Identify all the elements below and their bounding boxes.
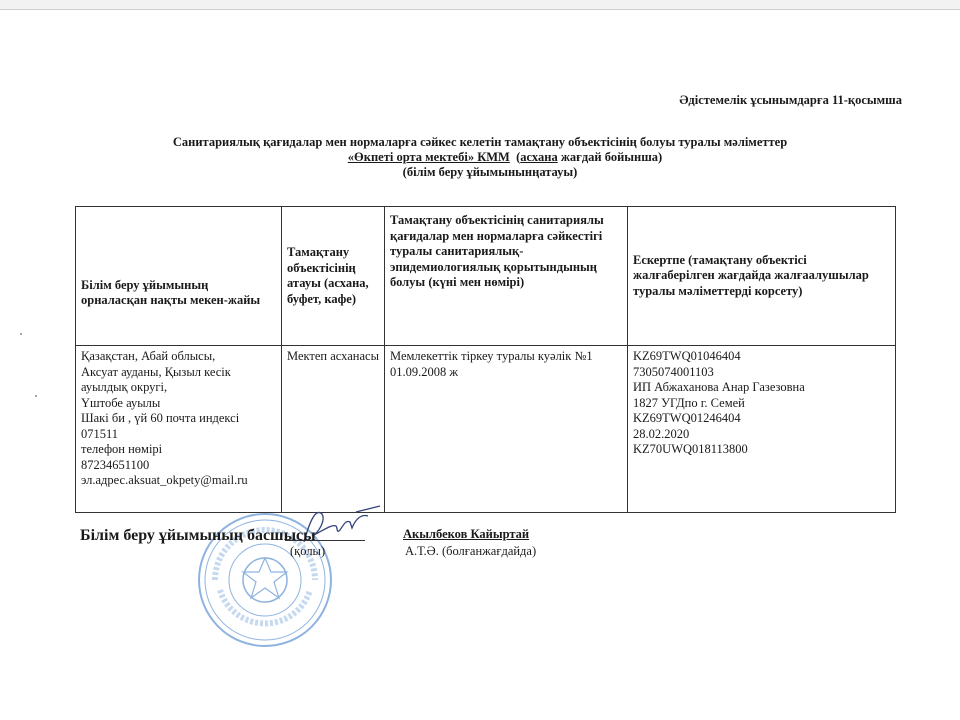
scan-speck [35, 395, 37, 397]
notes-line: ИП Абжаханова Анар Газезовна [633, 380, 805, 394]
signer-name: Акылбеков Кайыртай [403, 527, 530, 541]
address-line: Аксуат ауданы, Қызыл кесік ауылдық округі, [81, 364, 231, 394]
title-line-1: Санитариялық қағидалар мен нормаларға сәйкес келетін тамақтану объектісінің болуы туралы мәліметтер [172, 135, 788, 149]
notes-line: KZ69TWQ01246404 [633, 411, 741, 425]
table-header-row [76, 207, 896, 346]
facility-info-table [75, 206, 896, 513]
facility-type: асхана [520, 150, 558, 164]
address-line: телефон нөмірі [81, 442, 163, 456]
header-notes: Ескертпе (тамақтану объектісі жалғаберілген жағдайда жалғаалушылар туралы мәліметтерді корсету) [628, 207, 896, 346]
address-line: Үштобе ауылы [81, 395, 161, 410]
signature-caption: (қолы) [290, 544, 326, 558]
certificate-cell: Мемлекеттік тіркеу туралы куәлік №1 01.09.2008 ж [385, 346, 628, 513]
address-cell [76, 346, 282, 513]
notes-line: KZ69TWQ01046404 [633, 349, 741, 363]
table-row [76, 346, 896, 513]
address-line: Қазақстан, Абай облысы, [81, 349, 216, 363]
header-certificate: Тамақтану объектісінің санитариялы қағидалар мен нормаларға сәйкестігі туралы санитариялық-эпидемиологиялық қорытындының болуы (күні мен нөмірі) [385, 207, 628, 346]
title-suffix: жағдай бойынша [560, 150, 659, 164]
scan-speck [20, 333, 22, 335]
name-caption: А.Т.Ә. (болғанжағдайда) [405, 544, 537, 558]
object-name-cell: Мектеп асханасы [282, 346, 385, 513]
address-line: Шакі би , үй 60 почта индексі 071511 [81, 411, 240, 441]
signer-position-label: Білім беру ұйымының басшысы [80, 527, 316, 544]
header-object-name: Тамақтану объектісінің атауы (асхана, буфет, кафе) [282, 207, 385, 346]
notes-line: 7305074001103 [633, 364, 714, 379]
notes-line: 1827 УГДпо г. Семей [633, 395, 745, 410]
notes-line: KZ70UWQ018113800 [633, 442, 748, 456]
document-title [0, 135, 960, 180]
title-line-3: (білім беру ұйымынынңатауы) [402, 165, 578, 179]
address-line: эл.адрес.aksuat_okpety@mail.ru [81, 473, 248, 487]
address-line: 87234651100 [81, 457, 150, 472]
header-address: Білім беру ұйымының орналасқан нақты мекен-жайы [76, 207, 282, 346]
title-line-2: «Өкпеті орта мектебі» КММ (асхана жағдай бойынша) [347, 150, 663, 164]
notes-cell [628, 346, 896, 513]
school-name: «Өкпеті орта мектебі» КММ [347, 150, 510, 164]
page-top-edge [0, 0, 960, 10]
signature-line [285, 540, 365, 541]
notes-line: 28.02.2020 [633, 426, 690, 441]
appendix-note: Әдістемелік ұсынымдарға 11-қосымша [679, 93, 902, 107]
